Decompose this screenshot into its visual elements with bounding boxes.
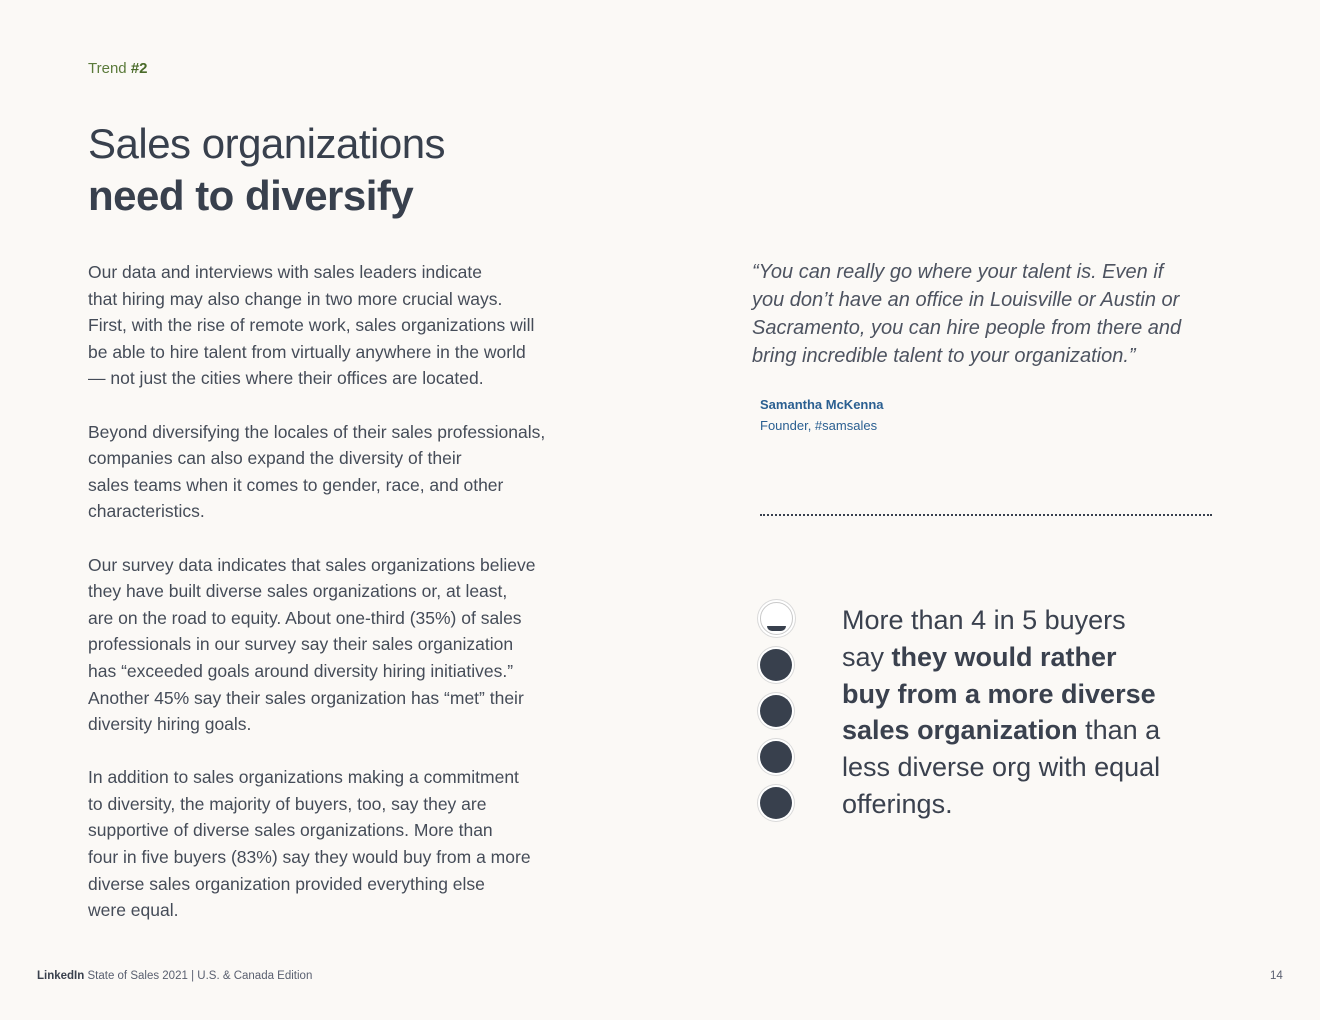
- stat-suffix: than a less diverse org with equal offerings.: [842, 715, 1161, 819]
- footer-separator: |: [191, 970, 195, 982]
- stat-callout: [842, 602, 1172, 823]
- footer-report: State of Sales 2021: [87, 970, 188, 982]
- body-paragraph-2: Beyond diversifying the locales of their sales professionals, companies can also expand the diversity of their sales teams when it comes to gender, race, and other characteristics.: [88, 421, 546, 522]
- page-title: [88, 118, 445, 222]
- stat-dot-filled: [760, 695, 792, 727]
- author-name: Samantha McKenna: [760, 397, 884, 412]
- stat-dot-filled: [760, 741, 792, 773]
- stat-dots: [760, 602, 796, 833]
- trend-label: [88, 60, 148, 77]
- footer-edition: U.S. & Canada Edition: [197, 970, 313, 982]
- quote-attribution: [760, 394, 884, 436]
- footer-brand: LinkedIn: [37, 970, 85, 982]
- title-line-2: need to diversify: [88, 172, 414, 219]
- stat-dot-empty: [760, 602, 793, 635]
- body-text: [88, 259, 568, 950]
- dotted-divider: [760, 514, 1212, 516]
- body-paragraph-1: Our data and interviews with sales leaders indicate that hiring may also change in two more crucial ways. First, with the rise of remote work, sales organizations will be able to hire talent from virtually anywhere in the world — not just the cities where their offices are located.: [88, 262, 535, 389]
- trend-number: #2: [130, 60, 148, 77]
- stat-dot-filled: [760, 787, 792, 819]
- stat-dot-filled: [760, 649, 792, 681]
- title-line-1: Sales organizations: [88, 120, 446, 167]
- pull-quote: “You can really go where your talent is. Even if you don’t have an office in Louisville or Austin or Sacramento, you can hire people from there and bring incredible talent to your organization.”: [752, 261, 1182, 367]
- page-number: 14: [1270, 970, 1283, 982]
- body-paragraph-4: In addition to sales organizations making a commitment to diversity, the majority of buyers, too, say they are supportive of diverse sales organizations. More than four in five buyers (83%) say they would buy from a more diverse sales organization provided everything else were equal.: [88, 767, 531, 921]
- stat-prefix: More than 4 in 5 buyers say: [842, 605, 1126, 672]
- footer: [37, 970, 312, 982]
- body-paragraph-3: Our survey data indicates that sales organizations believe they have built diverse sales organizations or, at least, are on the road to equity. About one-third (35%) of sales professionals in our survey say their sales organization has “exceeded goals around diversity hiring initiatives.” Another 45% say their sales organization has “met” their diversity hiring goals.: [88, 554, 536, 735]
- trend-text: Trend: [88, 60, 127, 77]
- author-role: Founder, #samsales: [760, 418, 878, 433]
- stat-bold: they would rather buy from a more diverse sales organization: [842, 641, 1156, 746]
